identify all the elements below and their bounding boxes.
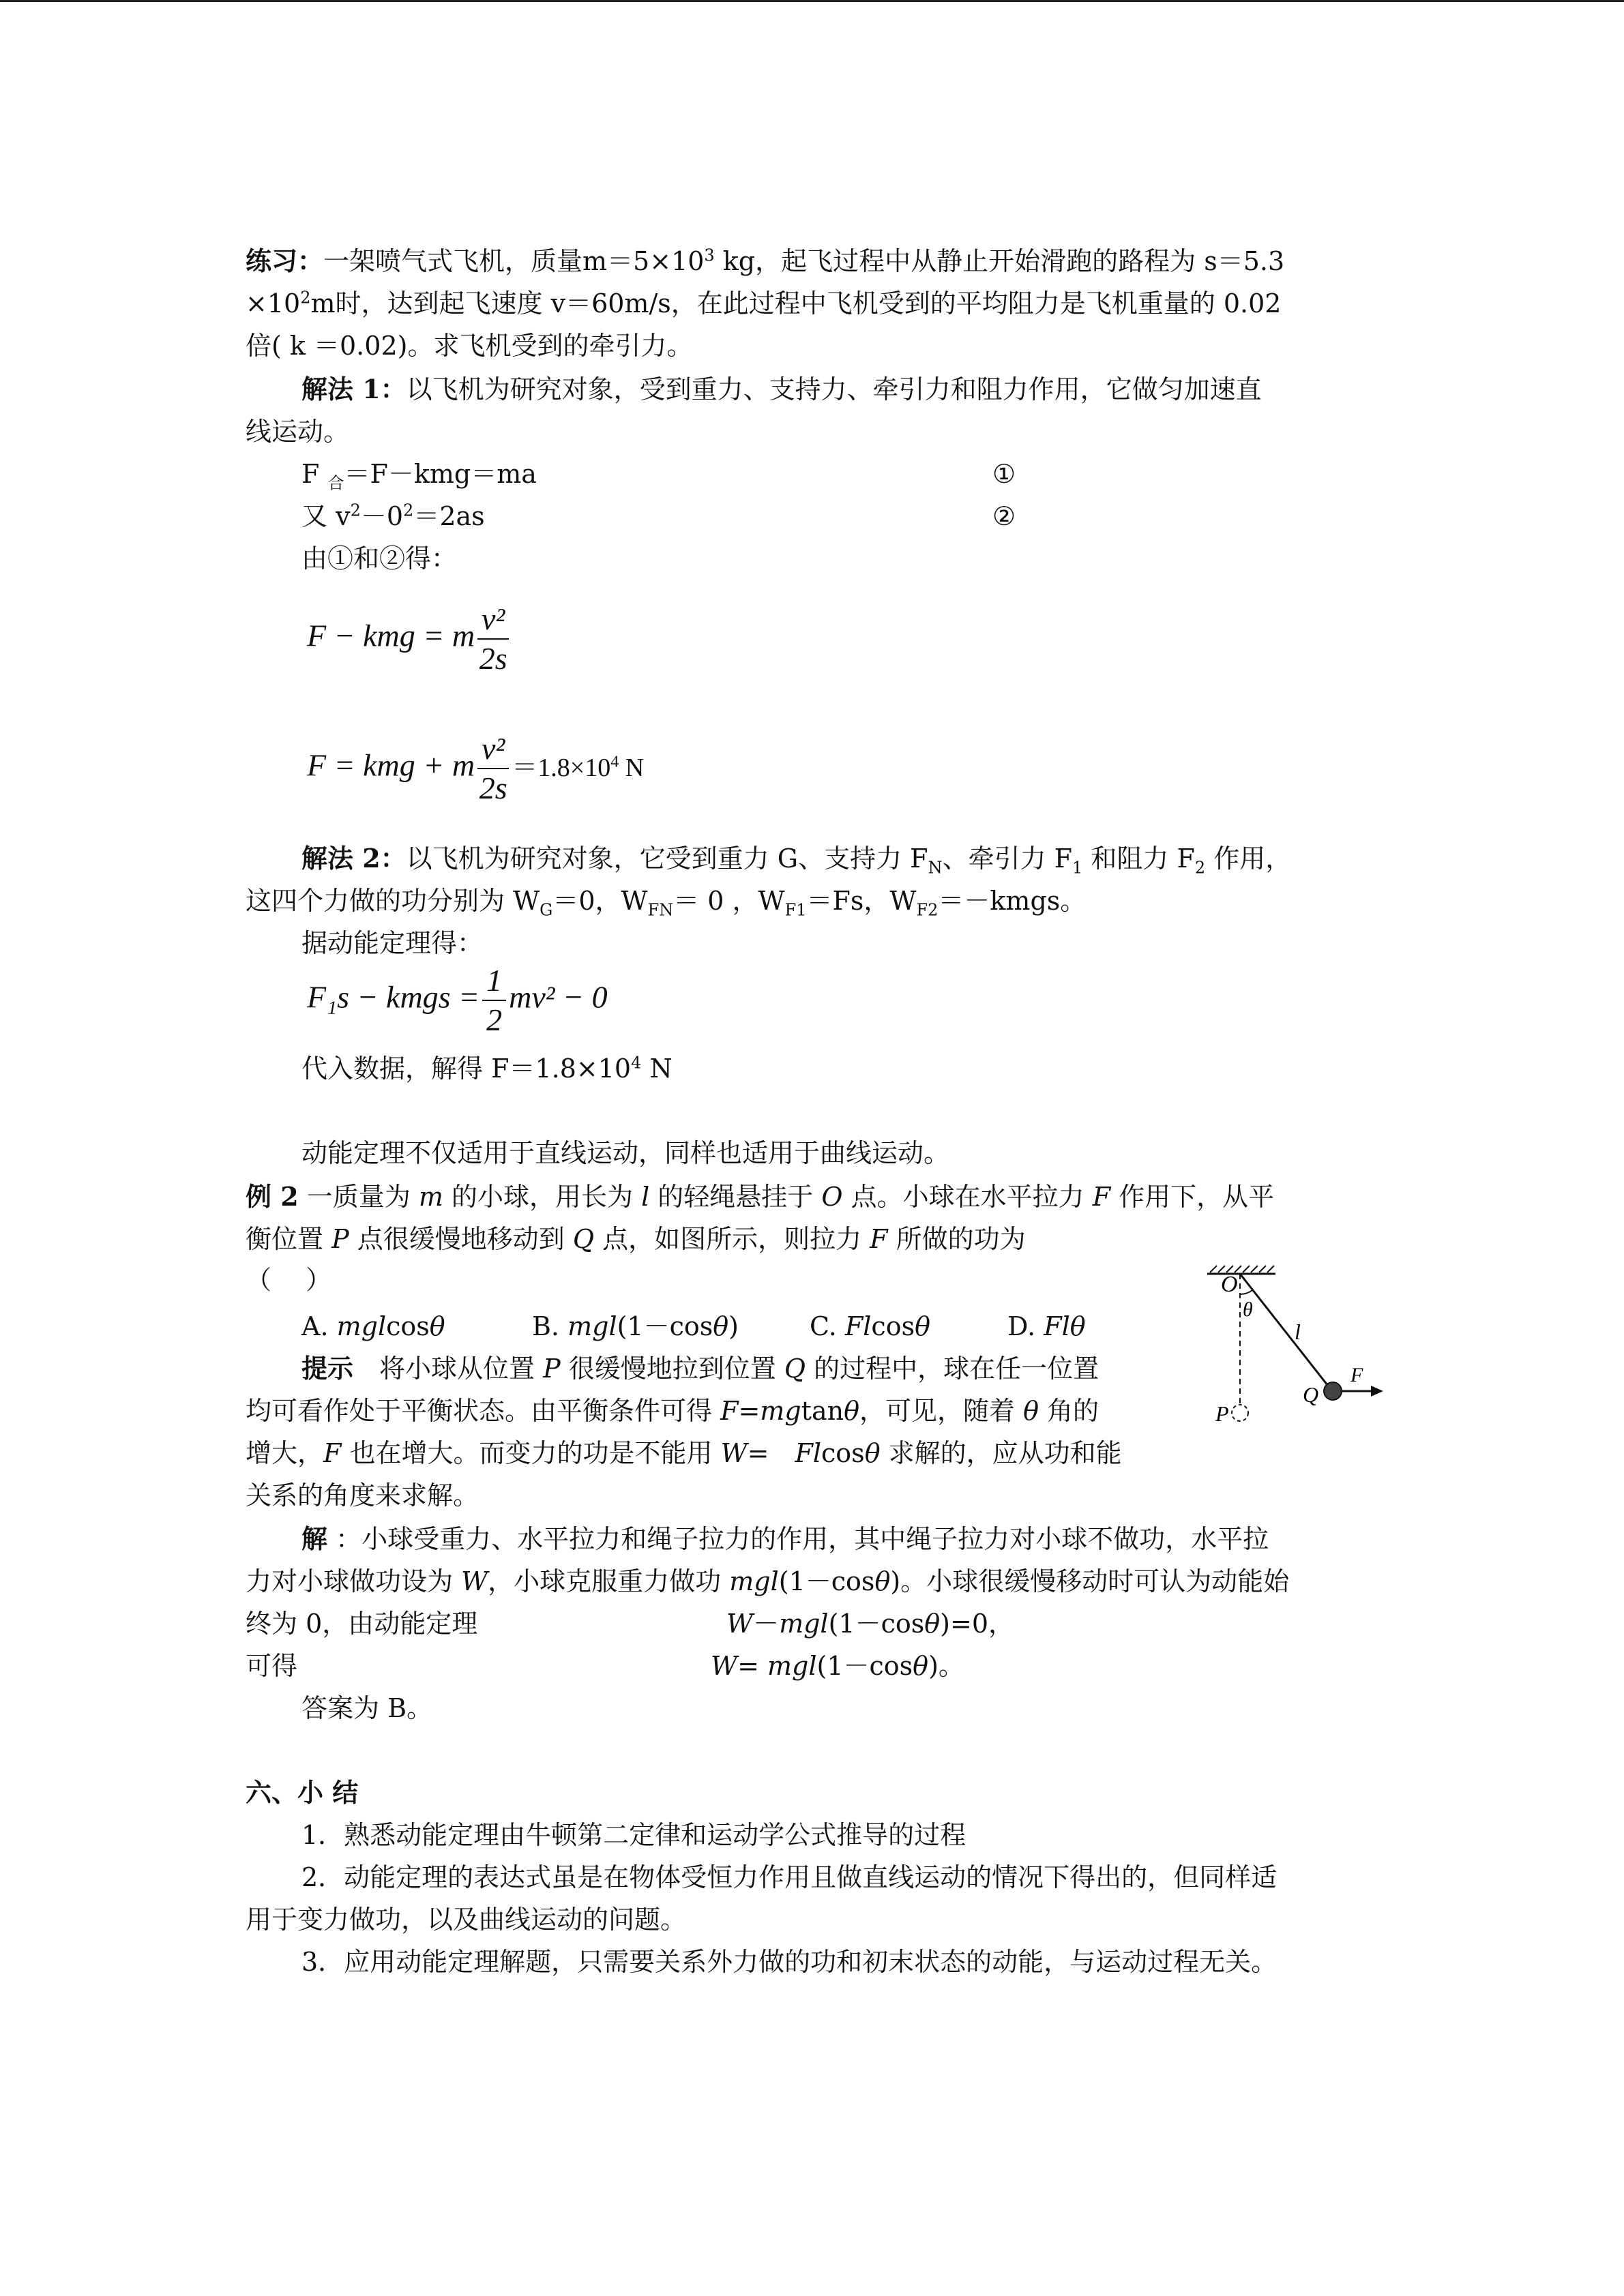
- text: cos: [871, 1311, 915, 1341]
- method2-line-1: [301, 837, 1291, 880]
- result-text: N: [641, 1054, 673, 1084]
- var: θ: [924, 1609, 941, 1639]
- hint-line-1: [301, 1347, 1099, 1390]
- text: (1－cos: [778, 1566, 875, 1596]
- practice-line-2: [246, 282, 1281, 325]
- var: mgl: [767, 1651, 817, 1681]
- text: )=0，: [940, 1609, 1014, 1639]
- var: O: [821, 1182, 843, 1212]
- practice-text: ×10: [246, 288, 301, 318]
- method2-text: 以飞机为研究对象，它受到重力 G、支持力 F: [406, 844, 928, 874]
- method2-text: ＝ 0 ，W: [673, 886, 785, 916]
- practice-text: kg，起飞过程中从静止开始滑跑的路程为 s＝5.3: [714, 246, 1285, 276]
- option-b: [532, 1305, 739, 1347]
- angle-arc: [1240, 1290, 1252, 1294]
- ball-at-P: [1232, 1405, 1248, 1421]
- theorem-line: 据动能定理得：: [301, 928, 484, 958]
- denominator: 2s: [479, 771, 507, 805]
- formula-result: [512, 754, 644, 782]
- text: 也在增大。而变力的功是不能用: [341, 1438, 721, 1468]
- solution-line-4: 可得: [246, 1651, 298, 1681]
- var: W: [461, 1566, 488, 1596]
- text: tan: [801, 1396, 844, 1426]
- text: 求解的，应从功和能: [880, 1438, 1122, 1468]
- label-P: P: [1215, 1401, 1229, 1426]
- option-a: [301, 1305, 445, 1347]
- var: F: [323, 1438, 342, 1468]
- eq-text: ＝2as: [413, 501, 485, 531]
- var: F: [870, 1224, 888, 1254]
- text: [769, 1438, 795, 1468]
- eq-text: －0: [360, 501, 404, 531]
- text: )。: [928, 1651, 964, 1681]
- text: 增大，: [246, 1438, 324, 1468]
- practice-text: 一架喷气式飞机，质量m＝5×10: [323, 246, 705, 276]
- hint-line-3: [246, 1432, 1122, 1474]
- superscript: 2: [350, 501, 361, 520]
- var: W=: [720, 1438, 769, 1468]
- text: A.: [301, 1311, 337, 1341]
- formula-2: [307, 730, 644, 807]
- text: (1－cos: [816, 1651, 913, 1681]
- text: 点。小球在水平拉力: [842, 1182, 1093, 1212]
- var: θ: [1023, 1396, 1039, 1426]
- method2-text: 这四个力做的功分别为 W: [246, 886, 540, 916]
- hint-line-4: 关系的角度来求解。: [246, 1480, 479, 1510]
- result-text: ＝1.8×10: [512, 753, 611, 782]
- fraction: [482, 961, 506, 1039]
- label-F: F: [1350, 1364, 1363, 1386]
- equation-2: [301, 495, 485, 537]
- label-l: l: [1295, 1320, 1301, 1344]
- subscript: F2: [916, 900, 939, 920]
- example2-line-1: [246, 1176, 1274, 1218]
- subscript: 2: [1194, 858, 1206, 878]
- example2-label: 例 2: [246, 1181, 299, 1212]
- subscript: 合: [327, 473, 344, 493]
- text: ，可见，随着: [859, 1396, 1024, 1426]
- superscript: 2: [403, 501, 414, 520]
- var: W: [726, 1609, 754, 1639]
- var: θ: [913, 1651, 929, 1681]
- text: －: [753, 1609, 780, 1639]
- text: (1－cos: [828, 1609, 925, 1639]
- solution-line-1: [301, 1518, 1269, 1560]
- practice-text: m时，达到起飞速度 v＝60m/s，在此过程中飞机受到的平均阻力是飞机重量的 0.02: [310, 288, 1282, 318]
- example2-line-2: [246, 1218, 1026, 1260]
- solution-equation-1: [726, 1602, 1014, 1645]
- var: P: [331, 1224, 349, 1254]
- var: θ: [844, 1396, 859, 1426]
- label-theta: θ: [1243, 1298, 1253, 1321]
- var: F=mg: [720, 1396, 801, 1426]
- practice-label: 练习：: [246, 245, 324, 276]
- var: θ: [874, 1566, 891, 1596]
- label-O: O: [1221, 1272, 1238, 1297]
- text: cos: [821, 1438, 865, 1468]
- method1-text: 以飞机为研究对象，受到重力、支持力、牵引力和阻力作用，它做匀加速直: [406, 374, 1262, 404]
- var: Fl: [844, 1311, 872, 1341]
- subscript: 1: [1072, 858, 1083, 878]
- text: =: [737, 1651, 767, 1681]
- exponent: 2: [300, 288, 311, 308]
- text: ): [728, 1311, 739, 1341]
- method1-line-2: 线运动。: [246, 417, 350, 447]
- numerator: v²: [477, 730, 509, 769]
- text: ，小球克服重力做功: [488, 1566, 730, 1596]
- var: mgl: [779, 1609, 829, 1639]
- var: θ: [713, 1311, 729, 1341]
- summary-item-3: 3．应用动能定理解题，只需要关系外力做的功和初末状态的动能，与运动过程无关。: [301, 1947, 1278, 1977]
- method2-line-2: [246, 880, 1086, 922]
- text: 角的: [1038, 1396, 1099, 1426]
- method2-text: ＝Fs，W: [806, 886, 917, 916]
- method2-text: 、牵引力 F: [942, 844, 1073, 874]
- summary-item-2-cont: 用于变力做功，以及曲线运动的问题。: [246, 1905, 687, 1935]
- var: P: [543, 1354, 561, 1384]
- var: Flθ: [1044, 1311, 1086, 1341]
- answer-line: 答案为 B。: [301, 1693, 433, 1723]
- method2-text: ＝－kmgs。: [938, 886, 1087, 916]
- force-arrow-head: [1371, 1386, 1383, 1397]
- equation-1-marker: ①: [992, 459, 1016, 489]
- text: 所做的功为: [887, 1224, 1026, 1254]
- text: (1－cos: [617, 1311, 713, 1341]
- var: Fl: [795, 1438, 822, 1468]
- subscript: N: [928, 858, 943, 878]
- top-border-line: [0, 0, 1624, 2]
- text: D.: [1007, 1311, 1044, 1341]
- formula-lhs: F − kmg = m: [307, 618, 475, 653]
- text: 力对小球做功设为: [246, 1566, 462, 1596]
- practice-line-3: 倍( k ＝0.02)。求飞机受到的牵引力。: [246, 331, 693, 361]
- option-c: [810, 1305, 930, 1347]
- text: B.: [532, 1311, 568, 1341]
- fraction: [477, 730, 509, 807]
- var: W: [711, 1651, 738, 1681]
- hint-line-2: [246, 1390, 1099, 1432]
- var: m: [418, 1182, 443, 1212]
- eq-text: ＝F－kmg＝ma: [344, 459, 537, 489]
- text: 将小球从位置: [353, 1354, 544, 1384]
- solution-label: 解: [301, 1523, 328, 1554]
- pendulum-figure: [1200, 1262, 1391, 1439]
- var: θ: [915, 1311, 930, 1341]
- subscript: F1: [784, 900, 807, 920]
- subscript: G: [540, 900, 553, 920]
- formula-lhs: F₁s − kmgs =: [307, 979, 480, 1015]
- text: 点很缓慢地移动到: [349, 1224, 573, 1254]
- exponent: 4: [631, 1053, 642, 1073]
- practice-line-1: [246, 240, 1284, 282]
- denominator: 2s: [479, 641, 507, 676]
- text: )。小球很缓慢移动时可认为动能始: [890, 1566, 1290, 1596]
- formula-1: [307, 600, 512, 678]
- option-d: [1007, 1305, 1086, 1347]
- eq-text: 又 v: [301, 501, 351, 531]
- equation-1: [301, 453, 537, 495]
- var: Q: [784, 1354, 806, 1384]
- rope-line: [1240, 1274, 1330, 1388]
- text: 的过程中，球在任一位置: [806, 1354, 1099, 1384]
- var: mgl: [567, 1311, 617, 1341]
- method2-text: 作用，: [1205, 844, 1292, 874]
- denominator: 2: [486, 1002, 503, 1037]
- summary-item-2: 2．动能定理的表达式虽是在物体受恒力作用且做直线运动的情况下得出的，但同样适: [301, 1862, 1278, 1892]
- method2-text: ＝0，W: [552, 886, 648, 916]
- text: 衡位置: [246, 1224, 332, 1254]
- fraction: [477, 600, 509, 678]
- formula-rhs: mv² − 0: [509, 979, 608, 1015]
- equation-2-marker: ②: [992, 501, 1016, 531]
- method2-text: 和阻力 F: [1082, 844, 1195, 874]
- formula-3: [307, 961, 608, 1039]
- eq-text: F: [301, 459, 328, 489]
- solution-line-2: [246, 1560, 1289, 1602]
- summary-item-1: 1．熟悉动能定理由牛顿第二定律和运动学公式推导的过程: [301, 1820, 966, 1850]
- text: C.: [810, 1311, 845, 1341]
- var: θ: [429, 1311, 445, 1341]
- hint-label: 提示: [301, 1353, 354, 1384]
- subscript: FN: [647, 900, 674, 920]
- text: 的轻绳悬挂于: [649, 1182, 822, 1212]
- var: F: [1092, 1182, 1111, 1212]
- text: 均可看作处于平衡状态。由平衡条件可得: [246, 1396, 721, 1426]
- derive-line: 由①和②得：: [301, 543, 458, 573]
- text: 点，如图所示，则拉力: [594, 1224, 870, 1254]
- answer-bracket: （ ）: [246, 1265, 332, 1295]
- var: mgl: [729, 1566, 779, 1596]
- text: 作用下，从平: [1110, 1182, 1275, 1212]
- method1-label: 解法 1：: [301, 374, 407, 404]
- var: Q: [572, 1224, 594, 1254]
- numerator: 1: [482, 961, 506, 1001]
- var: θ: [864, 1438, 881, 1468]
- formula-lhs: F = kmg + m: [307, 747, 475, 783]
- exponent: 3: [704, 245, 715, 265]
- text: ：小球受重力、水平拉力和绳子拉力的作用，其中绳子拉力对小球不做功，水平拉: [327, 1524, 1269, 1554]
- var: mgl: [336, 1311, 387, 1341]
- method1-line-1: [301, 368, 1262, 411]
- label-Q: Q: [1303, 1382, 1319, 1407]
- summary-title: 六、小 结: [246, 1777, 359, 1808]
- text: 的小球，用长为: [443, 1182, 642, 1212]
- ceiling-hatch: [1210, 1266, 1274, 1272]
- method2-result: [301, 1047, 673, 1090]
- solution-equation-2: [711, 1645, 964, 1687]
- exponent: 4: [610, 752, 619, 771]
- text: 很缓慢地拉到位置: [560, 1354, 784, 1384]
- ball-at-Q: [1324, 1382, 1342, 1400]
- var: l: [641, 1182, 650, 1212]
- method2-label: 解法 2：: [301, 843, 407, 874]
- numerator: v²: [477, 600, 509, 640]
- text: 一质量为: [298, 1182, 419, 1212]
- solution-line-3: 终为 0，由动能定理: [246, 1609, 478, 1639]
- result-text: N: [619, 753, 645, 782]
- note-line: 动能定理不仅适用于直线运动，同样也适用于曲线运动。: [301, 1138, 950, 1168]
- result-text: 代入数据，解得 F＝1.8×10: [301, 1054, 632, 1084]
- text: cos: [386, 1311, 430, 1341]
